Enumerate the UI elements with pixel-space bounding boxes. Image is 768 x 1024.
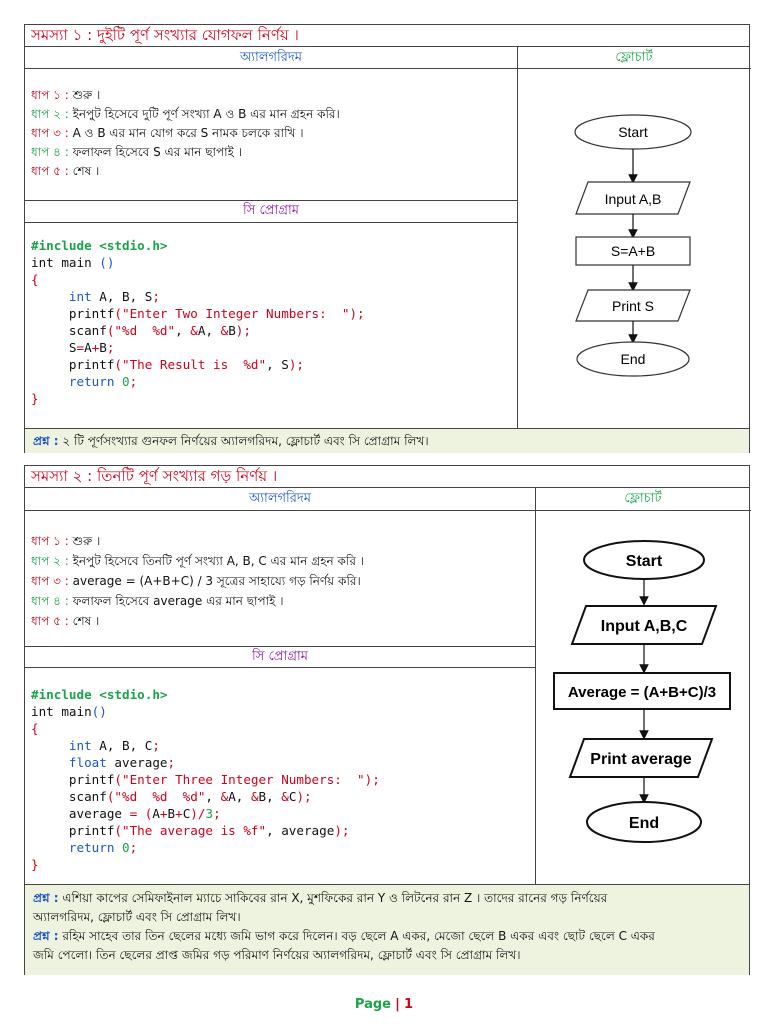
problem2-questions — [25, 884, 749, 975]
question-2-cont: জমি পেলো। তিন ছেলের প্রাপ্ত জমির গড় পরিমাণ নির্ণয়ের অ্যালগরিদম, ফ্লোচার্ট এবং সি প্রোগ্রাম লিখ। — [33, 948, 521, 962]
step-4: ধাপ ৪ : ফলাফল হিসেবে S এর মান ছাপাই । — [31, 145, 242, 159]
problem2-algorithm-steps — [31, 533, 531, 643]
process-label: Average = (A+B+C)/3 — [567, 684, 717, 701]
step-2: ধাপ ২ : ইনপুট হিসেবে দুটি পূর্ণ সংখ্যা A ও B এর মান গ্রহন করি। — [31, 107, 340, 121]
problem2-flowchart — [536, 511, 752, 885]
end-label: End — [628, 815, 660, 832]
question-2: প্রশ্ন : রহিম সাহেব তার তিন ছেলের মধ্যে জমি ভাগ করে দিলেন। বড় ছেলে A একর, মেজো ছেলে B একর এবং ছোট ছেলে C একর — [33, 929, 655, 943]
program-divider-top — [25, 646, 535, 647]
program-divider-bottom — [25, 667, 535, 668]
problem1-flowchart-header: ফ্লোচার্ট — [615, 50, 653, 65]
step-4: ধাপ ৪ : ফলাফল হিসেবে average এর মান ছাপাই । — [31, 594, 284, 608]
problem1-algorithm-steps — [31, 87, 511, 197]
start-label: Start — [625, 553, 663, 570]
problem2-flowchart-header: ফ্লোচার্ট — [624, 491, 662, 506]
step-5: ধাপ ৫ : শেষ । — [31, 164, 100, 178]
problem2-title: সমস্যা ২ : তিনটি পূর্ণ সংখ্যার গড় নির্ণয় । — [25, 466, 749, 488]
start-label: Start — [618, 124, 648, 140]
problem1-title: সমস্যা ১ : দুইটি পূর্ণ সংখ্যার যোগফল নির্ণয় । — [25, 25, 749, 47]
input-label: Input A,B — [604, 191, 662, 207]
problem1-algorithm-header: অ্যালগরিদম — [240, 50, 302, 65]
page-label: Page — [354, 997, 391, 1012]
problem1-question: প্রশ্ন : ২ টি পূর্ণসংখ্যার গুনফল নির্ণয়ের অ্যালগরিদম, ফ্লোচার্ট এবং সি প্রোগ্রাম লিখ। — [25, 428, 749, 453]
problem1-program-header: সি প্রোগ্রাম — [243, 203, 299, 218]
step-3: ধাপ ৩ : A ও B এর মান যোগ করে S নামক চলকে রাখি । — [31, 126, 304, 140]
problem1-box — [24, 24, 750, 453]
step-1: ধাপ ১ : শুরু । — [31, 88, 101, 102]
problem1-flowchart — [518, 69, 752, 429]
output-label: Print average — [590, 751, 692, 768]
problem2-algorithm-header: অ্যালগরিদম — [249, 491, 311, 506]
page-footer — [0, 997, 768, 1012]
step-1: ধাপ ১ : শুরু । — [31, 534, 101, 548]
problem2-box — [24, 465, 750, 975]
step-3: ধাপ ৩ : average = (A+B+C) / 3 সূত্রের সাহায্যে গড় নির্ণয় করি। — [31, 574, 361, 588]
problem2-c-code: #include <stdio.h> int main() { int A, B, C; float average; printf("Enter Three Integer Numbers: "); scanf("%d %d %d", &A, &B, &C); average = (A+B+C)/3; printf("The average is %f", average); return 0; } — [31, 687, 380, 872]
question-1: প্রশ্ন : এশিয়া কাপের সেমিফাইনাল ম্যাচে সাকিবের রান X, মুশফিকের রান Y ও লিটনের রান Z । তাদের রানের গড় নির্ণয়ের — [33, 891, 608, 905]
end-label: End — [620, 351, 646, 367]
program-divider-bottom — [25, 222, 517, 223]
problem2-program-header: সি প্রোগ্রাম — [252, 649, 308, 664]
problem1-c-code: #include <stdio.h> int main () { int A, B, S; printf("Enter Two Integer Numbers: "); scanf("%d %d", &A, &B); S=A+B; printf("The Result is %d", S); return 0; } — [31, 238, 365, 406]
page-separator: | — [395, 997, 400, 1012]
step-5: ধাপ ৫ : শেষ । — [31, 614, 100, 628]
page-number: 1 — [404, 997, 414, 1012]
input-label: Input A,B,C — [600, 618, 688, 635]
step-2: ধাপ ২ : ইনপুট হিসেবে তিনটি পূর্ণ সংখ্যা A, B, C এর মান গ্রহন করি । — [31, 554, 365, 568]
process-label: S=A+B — [610, 243, 656, 259]
program-divider-top — [25, 200, 517, 201]
output-label: Print S — [611, 298, 655, 314]
question-1-cont: অ্যালগরিদম, ফ্লোচার্ট এবং সি প্রোগ্রাম লিখ। — [33, 910, 241, 924]
